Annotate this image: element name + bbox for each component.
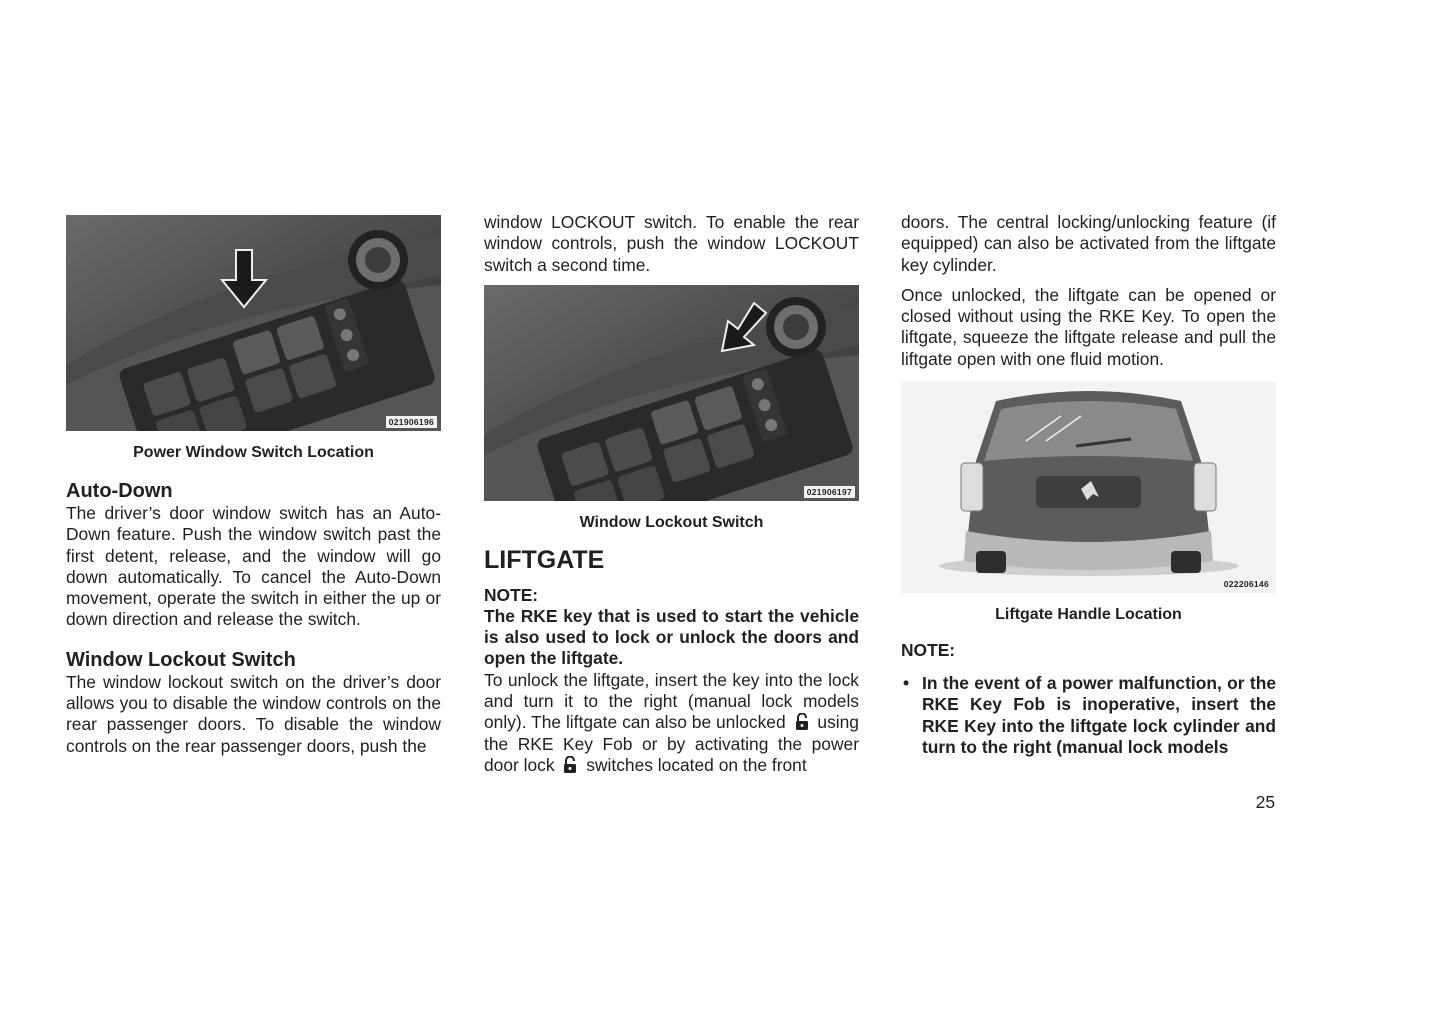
- figure-code: 021906196: [386, 416, 437, 428]
- column-3: [901, 212, 1276, 758]
- lockout-continued-text: window LOCKOUT switch. To enable the rear window controls, push the window LOCKOUT switch a second time.: [484, 212, 859, 275]
- window-lockout-body: The window lockout switch on the driver’s door allows you to disable the window controls on the rear passenger doors. To disable the window controls on the rear passenger doors, push the: [66, 671, 441, 756]
- liftgate-heading: LIFTGATE: [484, 545, 605, 574]
- liftgate-body-part3: switches located on the front: [586, 754, 807, 775]
- door-panel-illustration: [66, 215, 441, 431]
- column-2: [484, 212, 859, 776]
- figure-caption: Power Window Switch Location: [133, 444, 374, 461]
- unlock-icon: [563, 756, 577, 773]
- liftgate-body-part1: To unlock the liftgate, insert the key into the lock and turn it to the right (manual lock models only). The liftgate can also be unlocked: [484, 669, 859, 733]
- liftgate-handle-figure: [901, 381, 1276, 593]
- figure-caption: Liftgate Handle Location: [995, 606, 1182, 624]
- unlock-icon: [795, 713, 809, 730]
- note-label: NOTE:: [484, 584, 539, 605]
- liftgate-body: [484, 670, 859, 776]
- liftgate-illustration: [901, 381, 1276, 593]
- note-label: NOTE:: [901, 640, 956, 661]
- auto-down-body: The driver’s door window switch has an Auto-Down feature. Push the window switch past the first detent, release, and the window will go down automatically. To cancel the Auto-Down movement, operate the switch in either the up or down direction and release the switch.: [66, 503, 441, 630]
- window-lockout-switch-figure: [484, 285, 859, 501]
- note-text: The RKE key that is used to start the vehicle is also used to lock or unlock the doors and open the liftgate.: [484, 605, 859, 669]
- auto-down-heading: Auto-Down: [66, 480, 173, 502]
- lockout-panel-illustration: [484, 285, 859, 501]
- figure-caption: Window Lockout Switch: [579, 513, 764, 531]
- list-item: • In the event of a power malfunction, or the RKE Key Fob is inoperative, insert the RKE Key into the liftgate lock cylinder and turn to the right (manual lock models: [901, 673, 1276, 758]
- liftgate-body-part2: using the RKE Key Fob or by activating the power door lock: [484, 712, 859, 775]
- column-1: [66, 212, 441, 757]
- window-lockout-heading: Window Lockout Switch: [66, 648, 296, 671]
- open-liftgate-text: Once unlocked, the liftgate can be opened or closed without using the RKE Key. To open the liftgate, squeeze the liftgate release and pull the liftgate open with one fluid motion.: [901, 284, 1276, 369]
- page-number: 25: [1255, 792, 1275, 812]
- central-locking-text: doors. The central locking/unlocking feature (if equipped) can also be activated from the liftgate key cylinder.: [901, 212, 1276, 275]
- figure-code: 022206146: [1223, 579, 1269, 590]
- figure-code: 021906197: [804, 486, 855, 498]
- note-bullet-list: [901, 673, 1276, 758]
- power-window-switch-figure: [66, 215, 441, 431]
